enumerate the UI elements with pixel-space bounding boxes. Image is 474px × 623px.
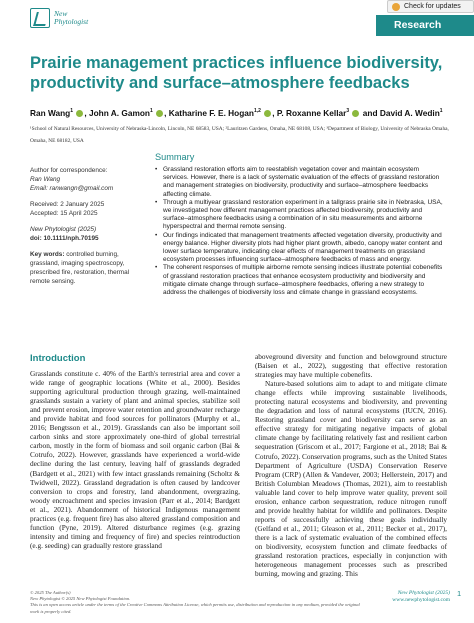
paragraph: Nature-based solutions aim to adapt to and mitigate climate change effects while improving sustainable livelihoods, protecting natural ecosystems and biodiversity, and preventing the degradation and loss of natural ecosystems (IUCN, 2016). Restoring grassland cover and biodiversity can serve as an effective strategy for mitigating negative impacts of global climate change by facilitating relatively fast and resilient carbon sequestration (Griscom et al., 2017; Fargione et al., 2018; Bai & Cotrufo, 2022). Conservation programs, such as the United States Department of Agriculture (USDA) Conservation Reserve Program (CRP) (Allen & Vandever, 2003; Hellerstein, 2017) and British Columbian Meadows (Thomas, 2021), aim to reestablish valuable land cover to help improve water quality, prevent soil erosion, enhance carbon sequestration, reduce nitrogen runoff and provide healthy habitat for wildlife and pollinators. Despite reports of successfully achieving these goals individually (Gelfand et al., 2011; Gleason et al., 2011; Becker et al., 2017), there is a lack of systematic evaluation of the combined effects on biodiversity, ecosystem function and climate feedbacks of grassland restoration practices, especially in conjunction with heterogeneous management processes such as prescribed burning, mowing and grazing. This [255,379,447,579]
doi-link[interactable]: doi: 10.1111/nph.70195 [30,235,99,242]
introduction-column-1: Grasslands constitute c. 40% of the Earth's terrestrial area and cover a wide range of geographic locations (White et al., 2000). Besides supporting agricultural production through grazing, well-maintained grasslands sustain a variety of plant and animal species, stabilize soil and prevent erosion, improve water retention and groundwater recharge and provide habitat and food sources for pollinators (Murphy et al., 2016; Bengtsson et al., 2019). Grasslands can also be important soil carbon sinks and store approximately one-third of global terrestrial carbon, mostly in the form of biomass and soil organic carbon (Bai & Cotrufo, 2022). However, grasslands have experienced a world-wide decline during the last century, leaving half of grasslands degraded (Bardgett et al., 2021) with few intact grasslands remaining (Scholtz & Twidwell, 2022). Grassland degradation is often caused by landcover conversion to crops and forestry, land abandonment, overgrazing, woody encroachment and species invasion (Parr et al., 2014; Bardgett et al., 2021). Abandonment of historical Indigenous management practices (e.g. frequent fire) has also altered grassland composition and function (Pyne, 2019). Altered disturbance regimes (e.g. grazing intensity and timing and frequency of fire) and species reintroduction (e.g. seeding) can gradually restore grassland [30,369,240,550]
author-name[interactable]: Ran Wang [30,108,71,118]
summary-bullet: • The coherent responses of multiple airborne remote sensing indices illustrate potential cobenefits of grassland restoration practices that enhance ecosystem productivity and biodiversity and mitigate climate change through surface–atmosphere feedbacks, offering a new strategy to address the challenges of biodiversity loss and climate change in grassland ecosystems. [155,264,445,297]
page-number: 1 [457,589,462,598]
orcid-icon[interactable] [76,110,83,117]
summary-bullet: • Grassland restoration efforts aim to reestablish vegetation cover and maintain ecosystem services. However, there is a lack of systematic evaluation of the effects of grassland restoration and management strategies on biodiversity, productivity and surface–atmosphere feedbacks affecting climate. [155,166,445,199]
footer-citation: New Phytologist (2025) [397,590,450,596]
summary-bullet: • Through a multiyear grassland restoration experiment in a tallgrass prairie site in Nebraska, USA, we investigated how different management practices affected biodiversity, productivity and surface–atmosphere feedbacks using a combination of in situ measurements and airborne hyperspectral and thermal remote sensing. [155,199,445,232]
article-info-sidebar [30,166,145,293]
section-label: Research [376,15,474,36]
article-title: Prairie management practices influence biodiversity, productivity and surface–atmosphere feedbacks [30,54,443,92]
footer-journal [380,590,450,604]
copyright-line: © 2025 The Author(s) [30,590,71,595]
introduction-heading: Introduction [30,353,86,364]
keywords: controlled burning, grassland, imaging spectroscopy, prescribed fire, restoration, thermal remote sensing. [30,251,130,285]
orcid-icon[interactable] [156,110,163,117]
orcid-icon[interactable] [264,110,271,117]
author-name[interactable]: P. Roxanne Kellar [276,108,347,118]
correspondence-name: Ran Wang [30,176,61,183]
summary-heading: Summary [155,152,195,162]
license-text: This is an open access article under the terms of the Creative Commons Attribution License, which permits use, distribution and reproduction in any medium, provided the original work is properly cited. [30,602,360,614]
updates-badge-icon [392,3,400,11]
check-for-updates-label: Check for updates [404,3,461,10]
author-name[interactable]: David A. Wedin [379,108,440,118]
journal-url[interactable]: www.newphytologist.com [392,597,450,603]
summary-bullet: • Our findings indicated that management treatments affected vegetation diversity, productivity and energy balance. Higher diversity plots had higher plant growth, albedo, canopy water content and lower surface temperature, indicating clear effects of management treatments on grassland ecosystem processes influencing surface–atmosphere feedbacks of mass and energy. [155,232,445,265]
journal-logo-line2: Phytologist [54,17,89,26]
summary-box [155,152,445,338]
author-list: Ran Wang$^1$ , John A. Gamon$^1$ , Katharine F. E. Hogan$^{1,2}$ , P. Roxanne Kellar$^3$ and David A. Wedin$^1$ [30,108,443,118]
affiliations: ¹School of Natural Resources, University of Nebraska-Lincoln, Lincoln, NE 68583, USA; ²Lauritzen Gardens, Omaha, NE 68108, USA; ³Department of Biology, University of Nebraska Omaha, Omaha, NE 68182, USA [30,126,449,144]
introduction-column-2 [255,352,447,578]
correspondence-email[interactable]: Email: ranwangn@gmail.com [30,185,114,192]
author-name[interactable]: Katharine F. E. Hogan [168,108,254,118]
journal-logo[interactable] [30,8,88,28]
received-date: Received: 2 January 2025 [30,201,105,208]
citation: New Phytologist (2025) [30,226,97,233]
check-for-updates-button[interactable] [387,0,474,13]
journal-logo-icon [30,8,50,28]
author-name[interactable]: John A. Gamon [88,108,150,118]
orcid-icon[interactable] [352,110,359,117]
correspondence-label: Author for correspondence: [30,167,108,174]
copyright-line: New Phytologist © 2025 New Phytologist Foundation. [30,596,131,602]
page-header [0,0,474,45]
paragraph: aboveground diversity and function and belowground structure (Baisen et al., 2022), suggesting that effective restoration strategies may have multiple cobenefits. [255,352,447,380]
accepted-date: Accepted: 15 April 2025 [30,210,98,217]
keywords-label: Key words: [30,251,65,258]
journal-logo-line1: New [54,8,68,18]
